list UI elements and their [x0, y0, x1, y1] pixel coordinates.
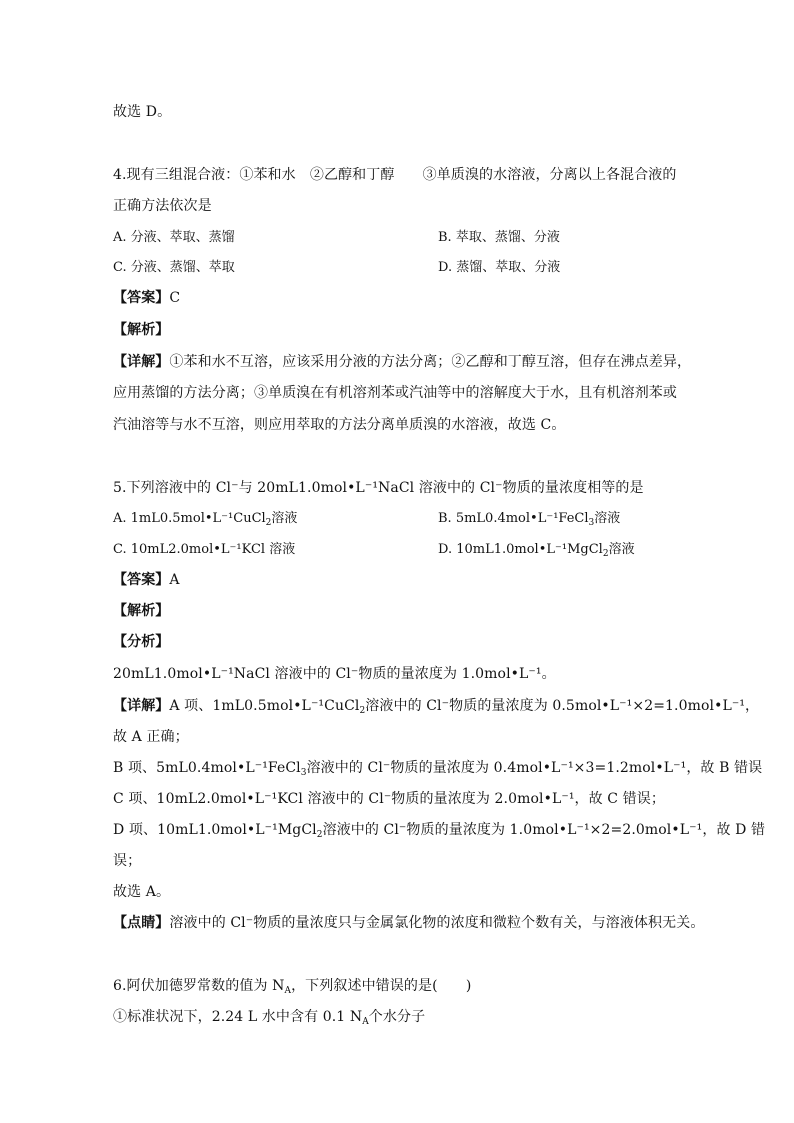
- q5-option-c: C. 10mL2.0mol•L⁻¹KCl 溶液: [113, 542, 296, 557]
- previous-conclusion: 故选 D。: [113, 104, 172, 120]
- q6-stem: [113, 976, 471, 1001]
- subscript: 3: [300, 768, 307, 778]
- q5-detail-a-line-1: [113, 696, 759, 721]
- subscript: 2: [316, 830, 323, 840]
- stem-text: 6.阿伏加德罗常数的值为 N: [113, 978, 285, 994]
- q6-item-1: [113, 1007, 425, 1032]
- q4-stem-line-2: 正确方法依次是: [113, 198, 212, 214]
- q5-detail-a-line-2: 故 A 正确；: [113, 729, 189, 745]
- subscript: 3: [588, 518, 595, 528]
- q5-note: [113, 913, 704, 933]
- q5-fenxi-text: 20mL1.0mol•L⁻¹NaCl 溶液中的 Cl⁻物质的量浓度为 1.0mol•L⁻¹。: [113, 666, 556, 682]
- q5-choose: 故选 A。: [113, 884, 171, 900]
- q5-option-a: [113, 509, 297, 533]
- detail-text: B 项、5mL0.4mol•L⁻¹FeCl: [113, 760, 301, 776]
- q4-detail-line-1: [113, 352, 691, 372]
- q5-stem: 5.下列溶液中的 Cl⁻与 20mL1.0mol•L⁻¹NaCl 溶液中的 Cl⁻物质的量浓度相等的是: [113, 480, 644, 496]
- option-text: D. 10mL1.0mol•L⁻¹MgCl: [438, 542, 603, 557]
- q4-detail-line-3: 汽油溶等与水不互溶，则应用萃取的方法分离单质溴的水溶液，故选 C。: [113, 417, 566, 433]
- q4-analysis-heading: 【解析】: [113, 322, 170, 338]
- stem-text: ，下列叙述中错误的是( ): [291, 978, 472, 994]
- option-text: 溶液: [608, 542, 635, 557]
- detail-text: 溶液中的 Cl⁻物质的量浓度为 0.4mol•L⁻¹×3=1.2mol•L⁻¹，故 B 错误: [306, 760, 763, 776]
- item-text: 个水分子: [368, 1009, 426, 1025]
- subscript: 2: [359, 706, 366, 716]
- answer-tag: 【答案】: [113, 290, 170, 306]
- q4-option-b: B. 萃取、蒸馏、分液: [438, 230, 560, 245]
- q4-detail-line-2: 应用蒸馏的方法分离；③单质溴在有机溶剂苯或汽油等中的溶解度大于水，且有机溶剂苯或: [113, 385, 677, 401]
- option-text: 溶液: [271, 511, 298, 526]
- q5-analysis-heading: 【解析】: [113, 603, 170, 619]
- q5-answer: [113, 570, 180, 590]
- q4-stem-line-1: 4.现有三组混合液：①苯和水 ②乙醇和丁醇 ③单质溴的水溶液，分离以上各混合液的: [113, 167, 677, 183]
- detail-text: D 项、10mL1.0mol•L⁻¹MgCl: [113, 822, 317, 838]
- note-text: 溶液中的 Cl⁻物质的量浓度只与金属氯化物的浓度和微粒个数有关，与溶液体积无关。: [169, 915, 705, 931]
- detail-tag: 【详解】: [113, 698, 170, 714]
- q4-option-d: D. 蒸馏、萃取、分液: [438, 260, 561, 275]
- detail-tag: 【详解】: [113, 354, 170, 370]
- detail-text: 溶液中的 Cl⁻物质的量浓度为 0.5mol•L⁻¹×2=1.0mol•L⁻¹，: [365, 698, 760, 714]
- answer-value: A: [169, 572, 180, 588]
- item-text: ①标准状况下，2.24 L 水中含有 0.1 N: [113, 1009, 363, 1025]
- q5-option-d: [438, 540, 635, 564]
- subscript: A: [362, 1017, 369, 1027]
- q5-detail-b: [113, 758, 762, 783]
- q4-option-a: A. 分液、萃取、蒸馏: [113, 230, 235, 245]
- q4-option-c: C. 分液、蒸馏、萃取: [113, 260, 235, 275]
- note-tag: 【点睛】: [113, 915, 170, 931]
- q5-detail-d-line-1: [113, 820, 765, 845]
- option-text: B. 5mL0.4mol•L⁻¹FeCl: [438, 511, 589, 526]
- subscript: A: [284, 986, 292, 996]
- option-text: 溶液: [594, 511, 621, 526]
- detail-text: 溶液中的 Cl⁻物质的量浓度为 1.0mol•L⁻¹×2=2.0mol•L⁻¹，故 D 错: [322, 822, 766, 838]
- q5-fenxi-heading: 【分析】: [113, 634, 170, 650]
- q5-option-b: [438, 509, 620, 533]
- q5-detail-c: C 项、10mL2.0mol•L⁻¹KCl 溶液中的 Cl⁻物质的量浓度为 2.0mol•L⁻¹，故 C 错误；: [113, 791, 665, 807]
- option-text: A. 1mL0.5mol•L⁻¹CuCl: [113, 511, 266, 526]
- q5-detail-d-line-2: 误；: [113, 853, 142, 869]
- q4-answer: [113, 288, 180, 308]
- answer-value: C: [169, 290, 181, 306]
- detail-text: A 项、1mL0.5mol•L⁻¹CuCl: [169, 698, 360, 714]
- subscript: 2: [265, 518, 272, 528]
- subscript: 2: [602, 549, 609, 559]
- detail-text: ①苯和水不互溶，应该采用分液的方法分离；②乙醇和丁醇互溶，但存在沸点差异，: [169, 354, 692, 370]
- answer-tag: 【答案】: [113, 572, 170, 588]
